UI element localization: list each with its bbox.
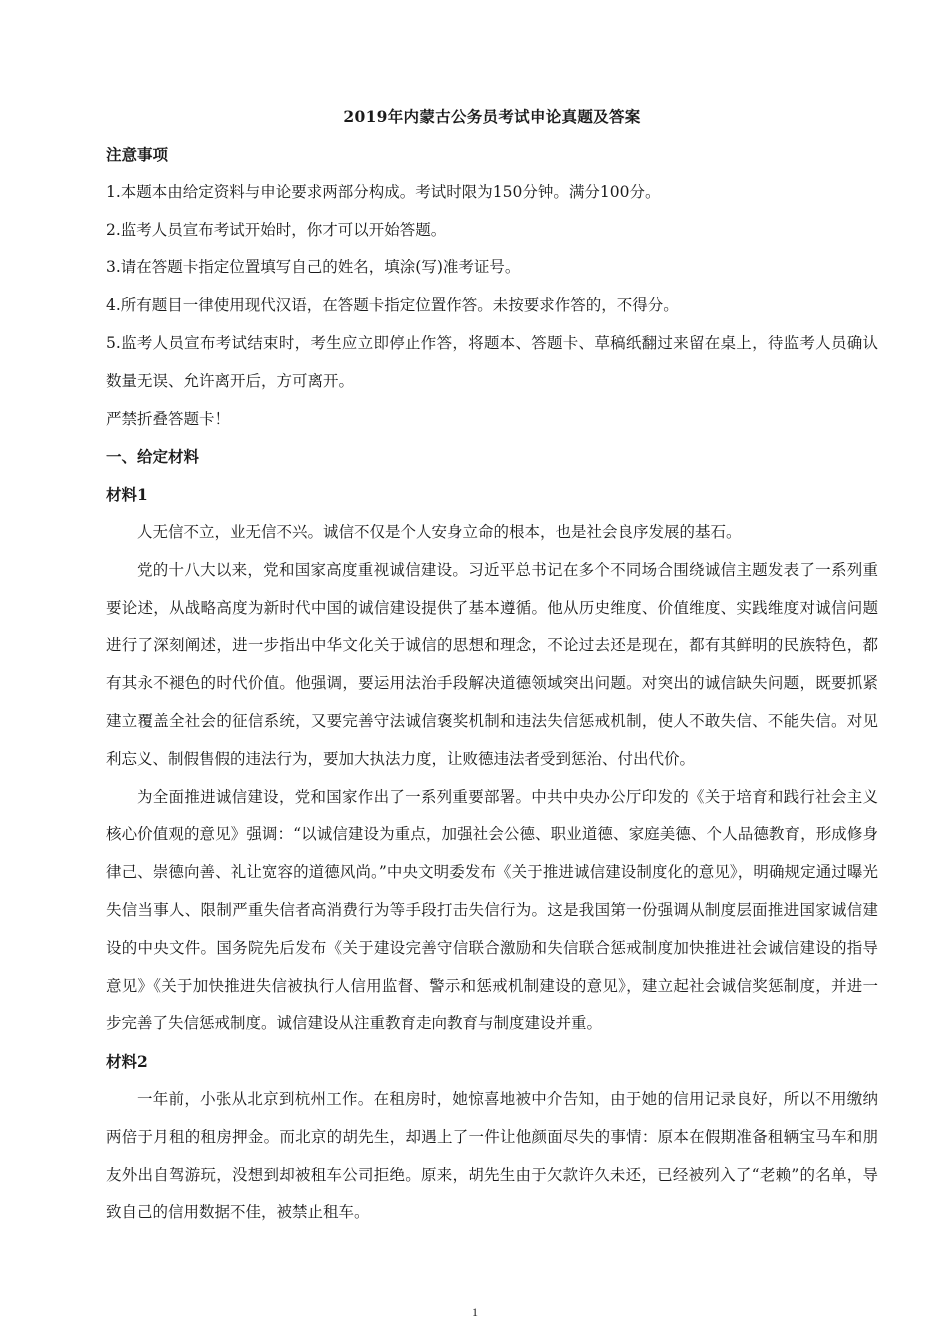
material-1-paragraph: 党的十八大以来，党和国家高度重视诚信建设。习近平总书记在多个不同场合围绕诚信主题发表了一系列重要论述，从战略高度为新时代中国的诚信建设提供了基本遵循。他从历史维度、价值维度、实践维度对诚信问题进行了深刻阐述，进一步指出中华文化关于诚信的思想和理念，不论过去还是现在，都有其鲜明的民族特色，都有其永不褪色的时代价值。他强调，要运用法治手段解决道德领域突出问题。对突出的诚信缺失问题，既要抓紧建立覆盖全社会的征信系统，又要完善守法诚信褒奖机制和违法失信惩戒机制，使人不敢失信、不能失信。对见利忘义、制假售假的违法行为，要加大执法力度，让败德违法者受到惩治、付出代价。 — [106, 560, 878, 768]
notice-item-1: 1.本题本由给定资料与申论要求两部分构成。考试时限为150分钟。满分100分。 — [106, 182, 661, 201]
material-1-paragraph: 人无信不立，业无信不兴。诚信不仅是个人安身立命的根本，也是社会良序发展的基石。 — [137, 522, 742, 541]
section-heading: 一、给定材料 — [106, 447, 200, 467]
material-2-heading: 材料2 — [106, 1052, 148, 1072]
document-body — [106, 102, 878, 1232]
page-number: 1 — [472, 1305, 478, 1319]
warning-text: 严禁折叠答题卡！ — [106, 409, 231, 428]
notice-item-2: 2.监考人员宣布考试开始时，你才可以开始答题。 — [106, 220, 447, 239]
notice-heading: 注意事项 — [106, 145, 169, 164]
material-1-heading: 材料1 — [106, 485, 148, 505]
document-title: 2019年内蒙古公务员考试申论真题及答案 — [343, 107, 641, 126]
material-2-paragraph: 一年前，小张从北京到杭州工作。在租房时，她惊喜地被中介告知，由于她的信用记录良好，所以不用缴纳两倍于月租的租房押金。而北京的胡先生，却遇上了一件让他颜面尽失的事情：原本在假期准备租辆宝马车和朋友外出自驾游玩，没想到却被租车公司拒绝。原来，胡先生由于欠款许久未还，已经被列入了“老赖”的名单，导致自己的信用数据不佳，被禁止租车。 — [106, 1089, 878, 1222]
notice-item-3: 3.请在答题卡指定位置填写自己的姓名，填涂(写)准考证号。 — [106, 258, 521, 277]
notice-item-5: 5.监考人员宣布考试结束时，考生应立即停止作答，将题本、答题卡、草稿纸翻过来留在桌上，待监考人员确认数量无误、允许离开后，方可离开。 — [106, 333, 878, 390]
notice-item-4: 4.所有题目一律使用现代汉语，在答题卡指定位置作答。未按要求作答的，不得分。 — [106, 296, 679, 315]
material-1-paragraph: 为全面推进诚信建设，党和国家作出了一系列重要部署。中共中央办公厅印发的《关于培育和践行社会主义核心价值观的意见》强调：“以诚信建设为重点，加强社会公德、职业道德、家庭美德、个人品德教育，形成修身律己、崇德向善、礼让宽容的道德风尚。”中央文明委发布《关于推进诚信建设制度化的意见》，明确规定通过曝光失信当事人、限制严重失信者高消费行为等手段打击失信行为。这是我国第一份强调从制度层面推进国家诚信建设的中央文件。国务院先后发布《关于建设完善守信联合激励和失信联合惩戒制度加快推进社会诚信建设的指导意见》《关于加快推进失信被执行人信用监督、警示和惩戒机制建设的意见》，建立起社会诚信奖惩制度，并进一步完善了失信惩戒制度。诚信建设从注重教育走向教育与制度建设并重。 — [106, 787, 878, 1033]
